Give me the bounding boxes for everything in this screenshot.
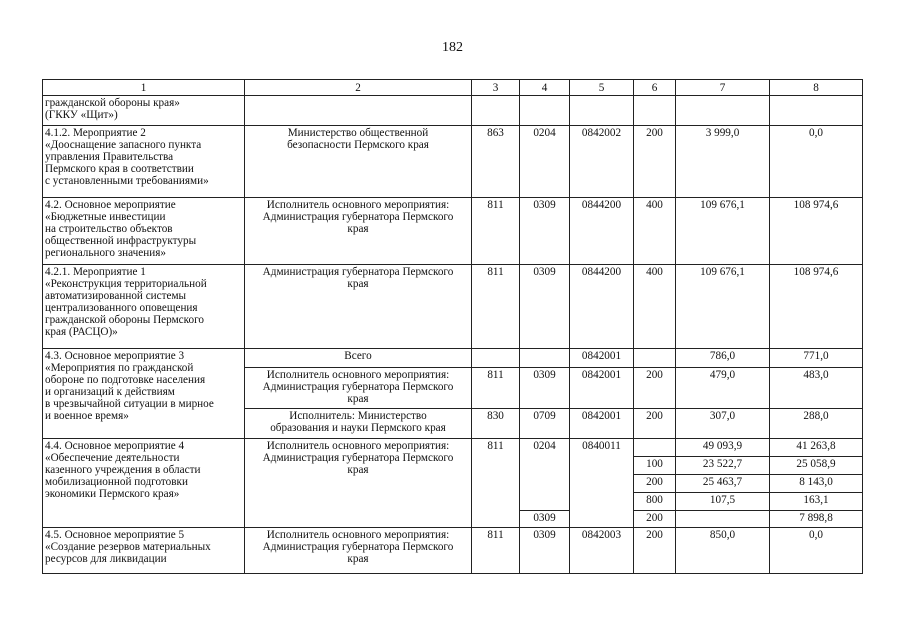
cell-code-3: 811 — [472, 368, 520, 409]
cell-code-5: 0842002 — [570, 126, 634, 198]
cell-activity: гражданской обороны края» (ГККУ «Щит») — [43, 96, 245, 126]
cell-code-4: 0309 — [520, 198, 570, 265]
cell-code-6: 400 — [634, 265, 676, 349]
cell-code-4: 0309 — [520, 265, 570, 349]
cell-code-5: 0842001 — [570, 368, 634, 409]
cell-code-5: 0842001 — [570, 349, 634, 368]
cell-code-4: 0309 — [520, 511, 570, 528]
header-col-8: 8 — [770, 80, 863, 96]
table-row — [43, 126, 863, 198]
cell-code-3: 830 — [472, 409, 520, 439]
cell-amount-8: 108 974,6 — [770, 265, 863, 349]
cell-amount-7 — [676, 96, 770, 126]
cell-activity: 4.2. Основное мероприятие «Бюджетные инвестиции на строительство объектов общественной инфраструктуры регионального значения» — [43, 198, 245, 265]
cell-code-6: 200 — [634, 475, 676, 493]
cell-amount-7 — [676, 511, 770, 528]
cell-code-3 — [472, 349, 520, 368]
header-col-6: 6 — [634, 80, 676, 96]
cell-code-6 — [634, 349, 676, 368]
header-row — [43, 80, 863, 96]
cell-executor: Исполнитель: Министерство образования и науки Пермского края — [245, 409, 472, 439]
cell-amount-7: 479,0 — [676, 368, 770, 409]
cell-executor: Исполнитель основного мероприятия: Администрация губернатора Пермского края — [245, 439, 472, 528]
cell-amount-8: 483,0 — [770, 368, 863, 409]
cell-amount-8: 8 143,0 — [770, 475, 863, 493]
cell-amount-7: 23 522,7 — [676, 457, 770, 475]
cell-amount-8: 288,0 — [770, 409, 863, 439]
cell-code-4: 0309 — [520, 368, 570, 409]
cell-amount-7: 3 999,0 — [676, 126, 770, 198]
cell-code-6: 200 — [634, 409, 676, 439]
cell-amount-7: 307,0 — [676, 409, 770, 439]
cell-activity: 4.2.1. Мероприятие 1 «Реконструкция территориальной автоматизированной системы централизованного оповещения гражданской обороны Пермского края (РАСЦО)» — [43, 265, 245, 349]
cell-code-6: 200 — [634, 368, 676, 409]
header-col-1: 1 — [43, 80, 245, 96]
cell-activity: 4.5. Основное мероприятие 5 «Создание резервов материальных ресурсов для ликвидации — [43, 528, 245, 574]
cell-code-4: 0204 — [520, 439, 570, 511]
header-col-5: 5 — [570, 80, 634, 96]
cell-amount-8: 163,1 — [770, 493, 863, 511]
cell-activity: 4.3. Основное мероприятие 3 «Мероприятия по гражданской обороне по подготовке населения и организаций к действиям в чрезвычайной ситуации в мирное и военное время» — [43, 349, 245, 439]
cell-amount-7: 49 093,9 — [676, 439, 770, 457]
cell-code-4: 0709 — [520, 409, 570, 439]
cell-code-3 — [472, 96, 520, 126]
cell-code-5: 0842001 — [570, 409, 634, 439]
cell-executor: Исполнитель основного мероприятия: Администрация губернатора Пермского края — [245, 528, 472, 574]
cell-code-6: 100 — [634, 457, 676, 475]
cell-code-6 — [634, 96, 676, 126]
cell-amount-7: 25 463,7 — [676, 475, 770, 493]
cell-amount-8: 41 263,8 — [770, 439, 863, 457]
table-row — [43, 198, 863, 265]
table-row — [43, 96, 863, 126]
cell-code-4 — [520, 96, 570, 126]
cell-activity: 4.4. Основное мероприятие 4 «Обеспечение деятельности казенного учреждения в области мобилизационной подготовки экономики Пермского края» — [43, 439, 245, 528]
table-row — [43, 265, 863, 349]
cell-code-3: 811 — [472, 439, 520, 528]
page-number: 182 — [442, 40, 463, 55]
cell-code-3: 811 — [472, 265, 520, 349]
header-col-3: 3 — [472, 80, 520, 96]
cell-code-6: 200 — [634, 511, 676, 528]
header-col-2: 2 — [245, 80, 472, 96]
cell-amount-8: 108 974,6 — [770, 198, 863, 265]
cell-executor: Исполнитель основного мероприятия: Администрация губернатора Пермского края — [245, 198, 472, 265]
cell-code-3: 811 — [472, 198, 520, 265]
cell-code-5: 0844200 — [570, 265, 634, 349]
cell-amount-7: 109 676,1 — [676, 198, 770, 265]
cell-code-4 — [520, 349, 570, 368]
cell-code-6 — [634, 439, 676, 457]
cell-amount-7: 109 676,1 — [676, 265, 770, 349]
header-col-7: 7 — [676, 80, 770, 96]
header-col-4: 4 — [520, 80, 570, 96]
cell-code-6: 200 — [634, 528, 676, 574]
cell-amount-8: 7 898,8 — [770, 511, 863, 528]
cell-code-5: 0842003 — [570, 528, 634, 574]
cell-code-6: 800 — [634, 493, 676, 511]
budget-table — [42, 79, 863, 574]
cell-code-5: 0840011 — [570, 439, 634, 528]
table-row — [43, 528, 863, 574]
cell-executor — [245, 96, 472, 126]
table-row — [43, 349, 863, 368]
cell-amount-8 — [770, 96, 863, 126]
cell-code-4: 0204 — [520, 126, 570, 198]
cell-executor: Администрация губернатора Пермского края — [245, 265, 472, 349]
cell-code-5 — [570, 96, 634, 126]
cell-code-3: 811 — [472, 528, 520, 574]
cell-executor: Исполнитель основного мероприятия: Администрация губернатора Пермского края — [245, 368, 472, 409]
cell-amount-8: 0,0 — [770, 126, 863, 198]
cell-amount-8: 25 058,9 — [770, 457, 863, 475]
cell-executor: Министерство общественной безопасности Пермского края — [245, 126, 472, 198]
cell-code-5: 0844200 — [570, 198, 634, 265]
cell-amount-8: 771,0 — [770, 349, 863, 368]
cell-activity: 4.1.2. Мероприятие 2 «Дооснащение запасного пункта управления Правительства Пермского края в соответствии с установленными требованиями» — [43, 126, 245, 198]
cell-code-4: 0309 — [520, 528, 570, 574]
cell-amount-8: 0,0 — [770, 528, 863, 574]
cell-amount-7: 850,0 — [676, 528, 770, 574]
cell-code-6: 200 — [634, 126, 676, 198]
cell-code-3: 863 — [472, 126, 520, 198]
cell-executor: Всего — [245, 349, 472, 368]
cell-amount-7: 107,5 — [676, 493, 770, 511]
cell-amount-7: 786,0 — [676, 349, 770, 368]
cell-code-6: 400 — [634, 198, 676, 265]
table-row — [43, 439, 863, 457]
